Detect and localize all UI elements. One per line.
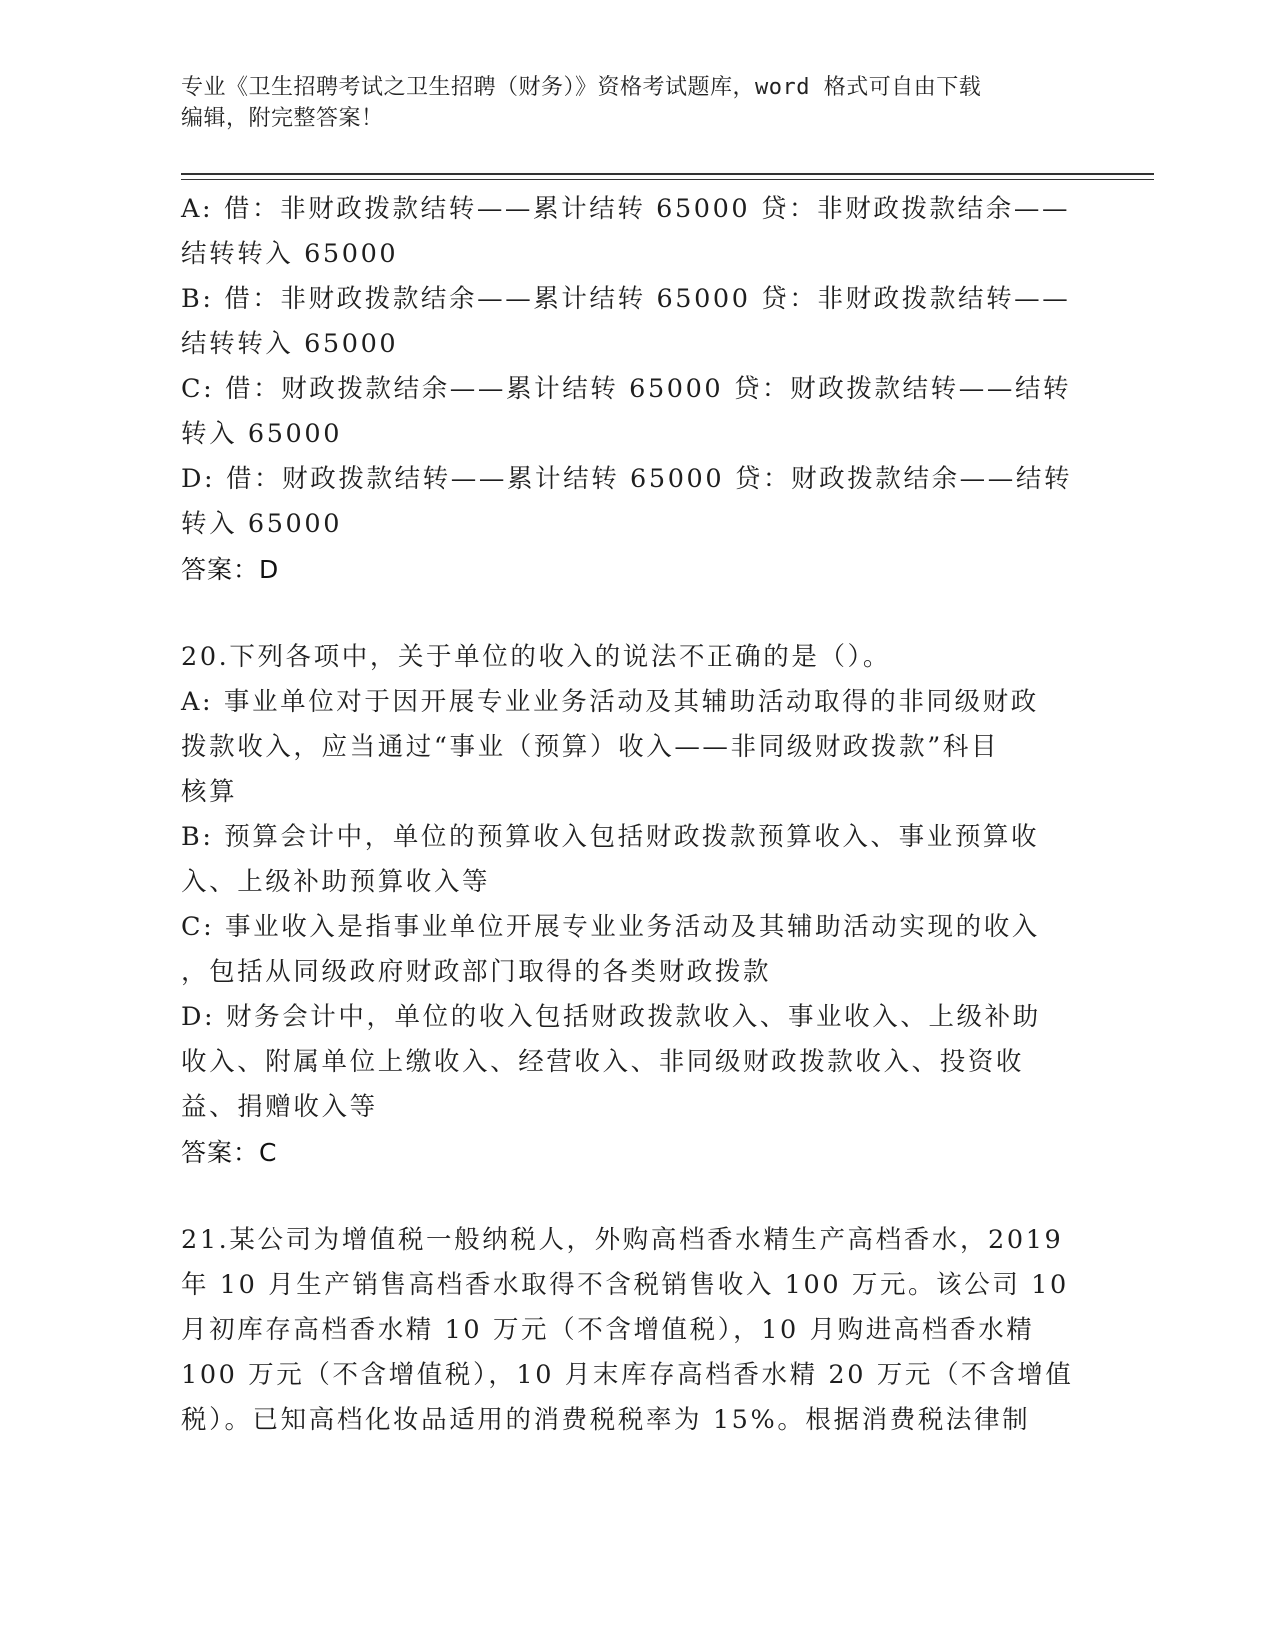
option-line: 结转转入 65000 — [181, 239, 399, 269]
question-text: 月初库存高档香水精 10 万元（不含增值税），10 月购进高档香水精 — [181, 1315, 1035, 1345]
option-line: A: 事业单位对于因开展专业业务活动及其辅助活动取得的非同级财政 — [181, 687, 1039, 717]
question-text: 税）。已知高档化妆品适用的消费税税率为 15%。根据消费税法律制 — [181, 1405, 1031, 1435]
option-line: B: 借：非财政拨款结余——累计结转 65000 贷：非财政拨款结转—— — [181, 284, 1071, 314]
question-20-block — [181, 635, 1061, 1175]
question-19-block — [181, 187, 1073, 592]
question-spacer — [181, 592, 1061, 635]
header-divider — [181, 173, 1154, 175]
answer-line: 答案：D — [181, 555, 280, 584]
header-divider — [181, 179, 1154, 180]
option-line: 核算 — [181, 777, 238, 807]
question-text: 20.下列各项中，关于单位的收入的说法不正确的是（）。 — [181, 642, 892, 672]
option-line: 拨款收入，应当通过“事业（预算）收入——非同级财政拨款”科目 — [181, 732, 1000, 762]
option-line: 转入 65000 — [181, 419, 343, 449]
header-line: 编辑，附完整答案！ — [181, 106, 384, 131]
question-text: 21.某公司为增值税一般纳税人，外购高档香水精生产高档香水，2019 — [181, 1225, 1064, 1255]
page-header — [181, 72, 1041, 134]
question-21-block — [181, 1218, 1074, 1443]
option-line: 益、捐赠收入等 — [181, 1092, 378, 1122]
option-line: C: 事业收入是指事业单位开展专业业务活动及其辅助活动实现的收入 — [181, 912, 1040, 942]
header-line: 专业《卫生招聘考试之卫生招聘（财务）》资格考试题库，word 格式可自由下载 — [181, 75, 982, 100]
option-line: 转入 65000 — [181, 509, 343, 539]
option-line: D: 借：财政拨款结转——累计结转 65000 贷：财政拨款结余——结转 — [181, 464, 1073, 494]
option-line: C: 借：财政拨款结余——累计结转 65000 贷：财政拨款结转——结转 — [181, 374, 1072, 404]
option-line: 入、上级补助预算收入等 — [181, 867, 491, 897]
question-text: 年 10 月生产销售高档香水取得不含税销售收入 100 万元。该公司 10 — [181, 1270, 1069, 1300]
question-spacer — [181, 1175, 1061, 1218]
option-line: ，包括从同级政府财政部门取得的各类财政拨款 — [181, 957, 772, 987]
option-line: D: 财务会计中，单位的收入包括财政拨款收入、事业收入、上级补助 — [181, 1002, 1041, 1032]
option-line: B: 预算会计中，单位的预算收入包括财政拨款预算收入、事业预算收 — [181, 822, 1040, 852]
option-line: A: 借：非财政拨款结转——累计结转 65000 贷：非财政拨款结余—— — [181, 194, 1071, 224]
option-line: 收入、附属单位上缴收入、经营收入、非同级财政拨款收入、投资收 — [181, 1047, 1025, 1077]
answer-line: 答案：C — [181, 1138, 278, 1167]
question-text: 100 万元（不含增值税），10 月末库存高档香水精 20 万元（不含增值 — [181, 1360, 1074, 1390]
document-body — [181, 187, 1074, 1443]
option-line: 结转转入 65000 — [181, 329, 399, 359]
